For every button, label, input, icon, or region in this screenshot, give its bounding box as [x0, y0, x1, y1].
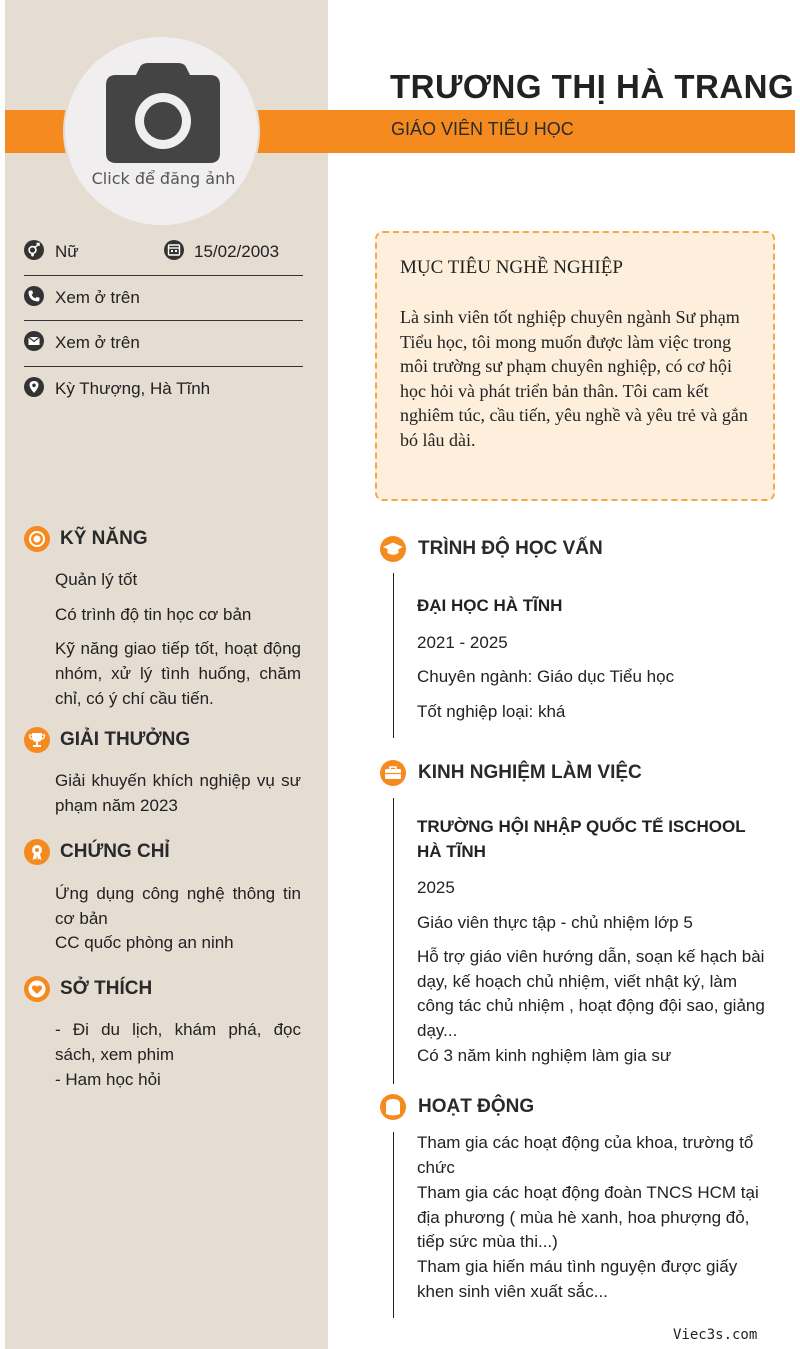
divider: [24, 320, 303, 321]
skills-title: KỸ NĂNG: [60, 528, 148, 549]
activities-icon: [380, 1094, 406, 1120]
education-grade: Tốt nghiệp loại: khá: [417, 702, 566, 721]
divider: [24, 366, 303, 367]
hobby-item: - Ham học hỏi: [55, 1070, 161, 1089]
email-row: [24, 331, 303, 375]
hobby-item: - Đi du lịch, khám phá, đọc sách, xem phim: [55, 1020, 301, 1064]
skill-item: Quản lý tốt: [55, 570, 138, 589]
activity-item: Tham gia hiến máu tình nguyện được giấy khen sinh viên xuất sắc...: [417, 1257, 738, 1301]
activity-item: Tham gia các hoạt động đoàn TNCS HCM tại địa phương ( mùa hè xanh, hoa phượng đỏ, tiếp sức mùa thi...): [417, 1183, 759, 1252]
phone-value: Xem ở trên: [55, 288, 140, 307]
email-icon: [24, 331, 44, 351]
certificates-title: CHỨNG CHỈ: [60, 841, 170, 862]
objective-title: MỤC TIÊU NGHỀ NGHIỆP: [400, 257, 623, 278]
certificate-item: CC quốc phòng an ninh: [55, 933, 234, 952]
avatar-upload[interactable]: [63, 35, 260, 227]
education-school: ĐẠI HỌC HÀ TĨNH: [417, 596, 563, 615]
experience-company: TRƯỜNG HỘI NHẬP QUỐC TẾ ISCHOOL HÀ TĨNH: [417, 817, 746, 861]
experience-description: Có 3 năm kinh nghiệm làm gia sư: [417, 1046, 672, 1065]
watermark: Viec3s.com: [673, 1327, 758, 1343]
objective-box: [375, 231, 775, 501]
hobbies-title: SỞ THÍCH: [60, 978, 153, 999]
education-period: 2021 - 2025: [417, 633, 508, 652]
skills-icon: [24, 526, 50, 552]
certificate-icon: [24, 839, 50, 865]
awards-title: GIẢI THƯỞNG: [60, 729, 191, 750]
job-title: GIÁO VIÊN TIỂU HỌC: [391, 119, 574, 139]
gender-value: Nữ: [55, 242, 79, 261]
skill-item: Có trình độ tin học cơ bản: [55, 605, 252, 624]
address-value: Kỳ Thượng, Hà Tĩnh: [55, 379, 211, 398]
timeline-line: [393, 798, 394, 1084]
education-major: Chuyên ngành: Giáo dục Tiểu học: [417, 667, 675, 686]
divider: [24, 275, 303, 276]
email-value: Xem ở trên: [55, 333, 140, 352]
gender-icon: [24, 240, 44, 260]
activities-title: HOẠT ĐỘNG: [418, 1096, 535, 1117]
camera-icon: [106, 63, 220, 163]
timeline-line: [393, 1132, 394, 1318]
graduation-cap-icon: [380, 536, 406, 562]
experience-title: KINH NGHIỆM LÀM VIỆC: [418, 762, 642, 783]
activity-item: Tham gia các hoạt động của khoa, trường tổ chức: [417, 1133, 754, 1177]
experience-role: Giáo viên thực tập - chủ nhiệm lớp 5: [417, 913, 693, 932]
phone-row: [24, 286, 303, 330]
briefcase-icon: [380, 760, 406, 786]
experience-year: 2025: [417, 878, 455, 897]
phone-icon: [24, 286, 44, 306]
location-icon: [24, 377, 44, 397]
photo-caption[interactable]: Click để đăng ảnh: [91, 169, 236, 188]
full-name: TRƯƠNG THỊ HÀ TRANG: [390, 68, 795, 105]
certificate-item: Ứng dụng công nghệ thông tin cơ bản: [55, 884, 301, 928]
dob-value: 15/02/2003: [194, 242, 280, 261]
address-row: [24, 377, 303, 421]
heart-icon: [24, 976, 50, 1002]
objective-text: Là sinh viên tốt nghiệp chuyên ngành Sư phạm Tiểu học, tôi mong muốn được làm việc trong môi trường sư phạm chuyên nghiệp, có cơ hội học hỏi và phát triển bản thân. Tôi cam kết nghiêm túc, cầu tiến, yêu nghề và yêu trẻ và gắn bó lâu dài.: [400, 307, 748, 450]
education-title: TRÌNH ĐỘ HỌC VẤN: [418, 538, 603, 559]
skill-item: Kỹ năng giao tiếp tốt, hoạt động nhóm, xử lý tình huống, chăm chỉ, có ý chí cầu tiến.: [55, 639, 301, 708]
trophy-icon: [24, 727, 50, 753]
calendar-icon: [164, 240, 184, 260]
timeline-line: [393, 573, 394, 738]
award-item: Giải khuyến khích nghiệp vụ sư phạm năm 2023: [55, 771, 301, 815]
experience-description: Hỗ trợ giáo viên hướng dẫn, soạn kế hạch bài dạy, kế hoạch chủ nhiệm, viết nhật ký, làm công tác chủ nhiệm , hoạt động đội sao, giảng dạy...: [417, 947, 765, 1040]
